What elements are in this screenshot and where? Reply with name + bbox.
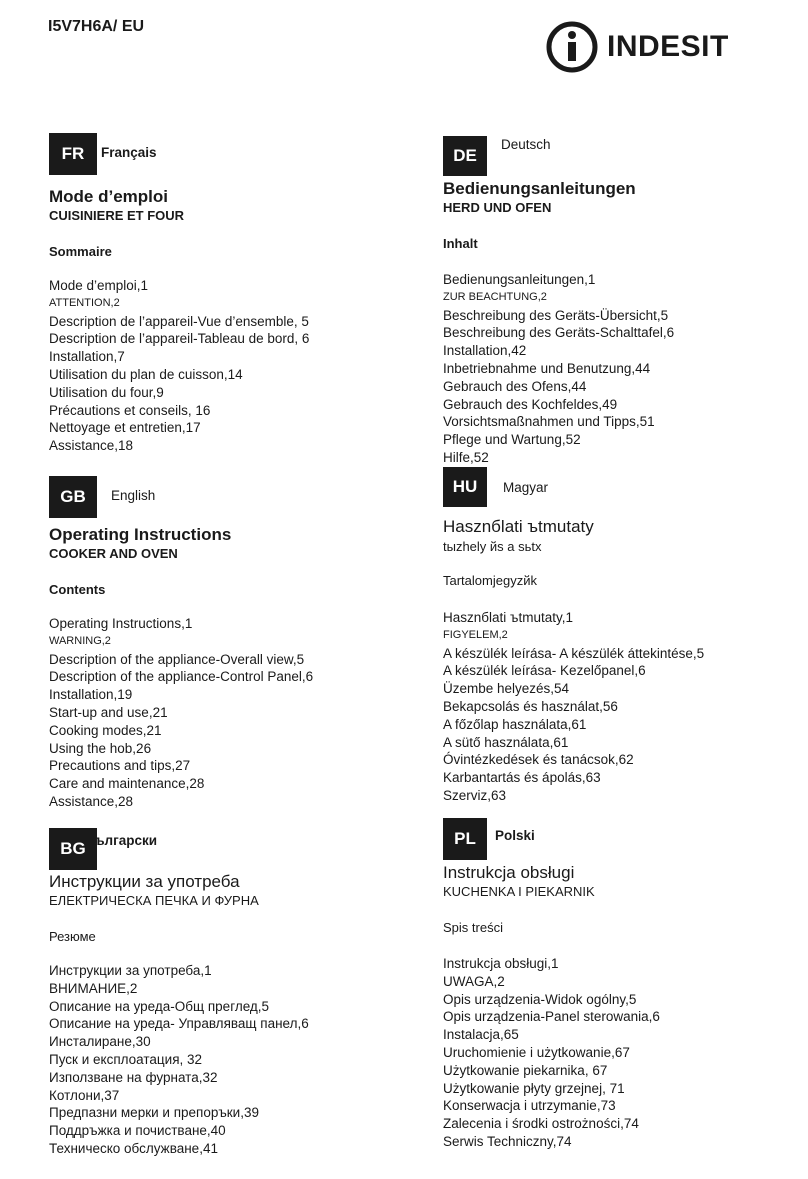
toc-item: Описание на уреда-Общ преглед,5 [49, 998, 270, 1014]
brand-name: INDESIT [607, 30, 729, 63]
toc-item: Karbantartás és ápolás,63 [443, 770, 601, 786]
toc-item: Start-up and use,21 [49, 704, 168, 720]
toc-item: Użytkowanie płyty grzejnej, 71 [443, 1080, 625, 1096]
toc-item: Installation,42 [443, 343, 527, 359]
toc-item: Котлони,37 [49, 1087, 120, 1103]
table-of-contents [443, 271, 674, 467]
toc-item: Description of the appliance-Control Panel,6 [49, 669, 314, 685]
toc-item: Описание на уреда- Управляващ панел,6 [49, 1016, 309, 1032]
toc-item: Konserwacja i utrzymanie,73 [443, 1098, 616, 1114]
toc-item: Description of the appliance-Overall view,5 [49, 651, 305, 667]
toc-item: FIGYELEM,2 [443, 628, 508, 641]
language-name: English [111, 488, 156, 503]
table-of-contents [443, 955, 660, 1151]
toc-item: Hasznбlati ъtmutaty,1 [443, 610, 573, 625]
toc-item: Opis urządzenia-Widok ogólny,5 [443, 991, 637, 1007]
toc-item: Mode d’emploi,1 [49, 278, 149, 293]
toc-item: Instalacja,65 [443, 1027, 519, 1043]
toc-item: Szerviz,63 [443, 787, 507, 803]
section-title: Bedienungsanleitungen [443, 179, 636, 198]
table-of-contents [49, 962, 309, 1158]
toc-item: Bekapcsolás és használat,56 [443, 698, 618, 714]
toc-item: Utilisation du four,9 [49, 384, 164, 400]
toc-item: Инсталиране,30 [49, 1034, 151, 1050]
section-subtitle: HERD UND OFEN [443, 200, 552, 215]
toc-item: WARNING,2 [49, 634, 111, 647]
section-title: Hasznбlati ъtmutaty [443, 517, 594, 536]
toc-item: Instrukcja obsługi,1 [443, 956, 559, 971]
toc-item: A készülék leírása- Kezelőpanel,6 [443, 663, 646, 679]
toc-item: Пуск и експлоатация, 32 [49, 1051, 203, 1067]
toc-item: Description de l’appareil-Tableau de bord, 6 [49, 331, 310, 347]
section-subtitle: COOKER AND OVEN [49, 546, 178, 561]
toc-item: Opis urządzenia-Panel sterowania,6 [443, 1009, 660, 1025]
toc-item: Üzembe helyezés,54 [443, 681, 570, 697]
toc-item: Bedienungsanleitungen,1 [443, 272, 596, 287]
section-subtitle: KUCHENKA I PIEKARNIK [443, 884, 595, 899]
toc-item: Инструкции за употреба,1 [49, 963, 212, 978]
brand-logo [545, 20, 729, 74]
section-title: Instrukcja obsługi [443, 863, 575, 882]
section-subtitle: ЕЛЕКТРИЧЕСКА ПЕЧКА И ФУРНА [49, 893, 259, 908]
toc-item: Assistance,28 [49, 793, 134, 809]
toc-item: A főzőlap használata,61 [443, 716, 587, 732]
toc-item: Użytkowanie piekarnika, 67 [443, 1062, 608, 1078]
indesit-circle-i-logo-icon [545, 20, 599, 74]
language-code-badge: PL [443, 818, 487, 860]
toc-item: Using the hob,26 [49, 740, 152, 756]
toc-item: Operating Instructions,1 [49, 616, 193, 631]
toc-item: Beschreibung des Geräts-Übersicht,5 [443, 307, 669, 323]
language-name: Български [85, 833, 158, 848]
language-code-badge: HU [443, 467, 487, 507]
toc-item: Serwis Techniczny,74 [443, 1133, 572, 1149]
section-title: Инструкции за употреба [49, 872, 240, 891]
toc-item: Nettoyage et entretien,17 [49, 420, 201, 436]
toc-item: Gebrauch des Kochfeldes,49 [443, 396, 618, 412]
contents-label: Contents [49, 582, 106, 597]
table-of-contents [443, 609, 704, 805]
toc-item: Поддръжка и почистване,40 [49, 1123, 226, 1139]
language-name: Polski [495, 828, 535, 843]
toc-item: Предпазни мерки и препоръки,39 [49, 1105, 259, 1121]
section-title: Mode d’emploi [49, 187, 168, 206]
toc-item: Техническо обслужване,41 [49, 1140, 218, 1156]
toc-item: Installation,7 [49, 349, 125, 365]
toc-item: Inbetriebnahme und Benutzung,44 [443, 360, 651, 376]
contents-label: Резюме [49, 929, 96, 944]
toc-item: Installation,19 [49, 687, 133, 703]
contents-label: Sommaire [49, 244, 112, 259]
toc-item: Beschreibung des Geräts-Schalttafel,6 [443, 325, 675, 341]
toc-item: ZUR BEACHTUNG,2 [443, 290, 547, 303]
toc-item: Precautions and tips,27 [49, 758, 191, 774]
toc-item: Óvintézkedések és tanácsok,62 [443, 752, 634, 768]
contents-label: Spis treści [443, 920, 503, 935]
toc-item: Използване на фурната,32 [49, 1069, 218, 1085]
toc-item: Care and maintenance,28 [49, 776, 205, 792]
language-name: Magyar [503, 480, 549, 495]
section-title: Operating Instructions [49, 525, 232, 544]
toc-item: Uruchomienie i użytkowanie,67 [443, 1044, 630, 1060]
toc-item: Assistance,18 [49, 438, 134, 454]
toc-item: Pflege und Wartung,52 [443, 432, 581, 448]
contents-label: Inhalt [443, 236, 478, 251]
language-code-badge: FR [49, 133, 97, 175]
toc-item: Zalecenia i środki ostrożności,74 [443, 1116, 639, 1132]
language-code-badge: GB [49, 476, 97, 518]
toc-item: ATTENTION,2 [49, 296, 120, 309]
section-subtitle: tыzhely йs a sьtх [443, 539, 542, 554]
toc-item: Cooking modes,21 [49, 722, 162, 738]
language-code-badge: BG [49, 828, 97, 870]
toc-item: A sütő használata,61 [443, 734, 569, 750]
toc-item: Gebrauch des Ofens,44 [443, 378, 587, 394]
toc-item: Précautions et conseils, 16 [49, 402, 211, 418]
toc-item: A készülék leírása- A készülék áttekintése,5 [443, 645, 705, 661]
language-name: Deutsch [501, 137, 551, 152]
toc-item: Description de l’appareil-Vue d’ensemble, 5 [49, 313, 309, 329]
section-subtitle: CUISINIERE ET FOUR [49, 208, 185, 223]
toc-item: UWAGA,2 [443, 973, 505, 989]
toc-item: ВНИМАНИЕ,2 [49, 980, 138, 996]
toc-item: Vorsichtsmaßnahmen und Tipps,51 [443, 414, 655, 430]
language-code-badge: DE [443, 136, 487, 176]
contents-label: Tartalomjegyzйk [443, 573, 537, 588]
model-number: I5V7H6A/ EU [48, 18, 145, 35]
language-name: Français [101, 145, 157, 160]
table-of-contents [49, 277, 309, 455]
toc-item: Hilfe,52 [443, 449, 489, 465]
toc-item: Utilisation du plan de cuisson,14 [49, 366, 243, 382]
table-of-contents [49, 615, 313, 811]
